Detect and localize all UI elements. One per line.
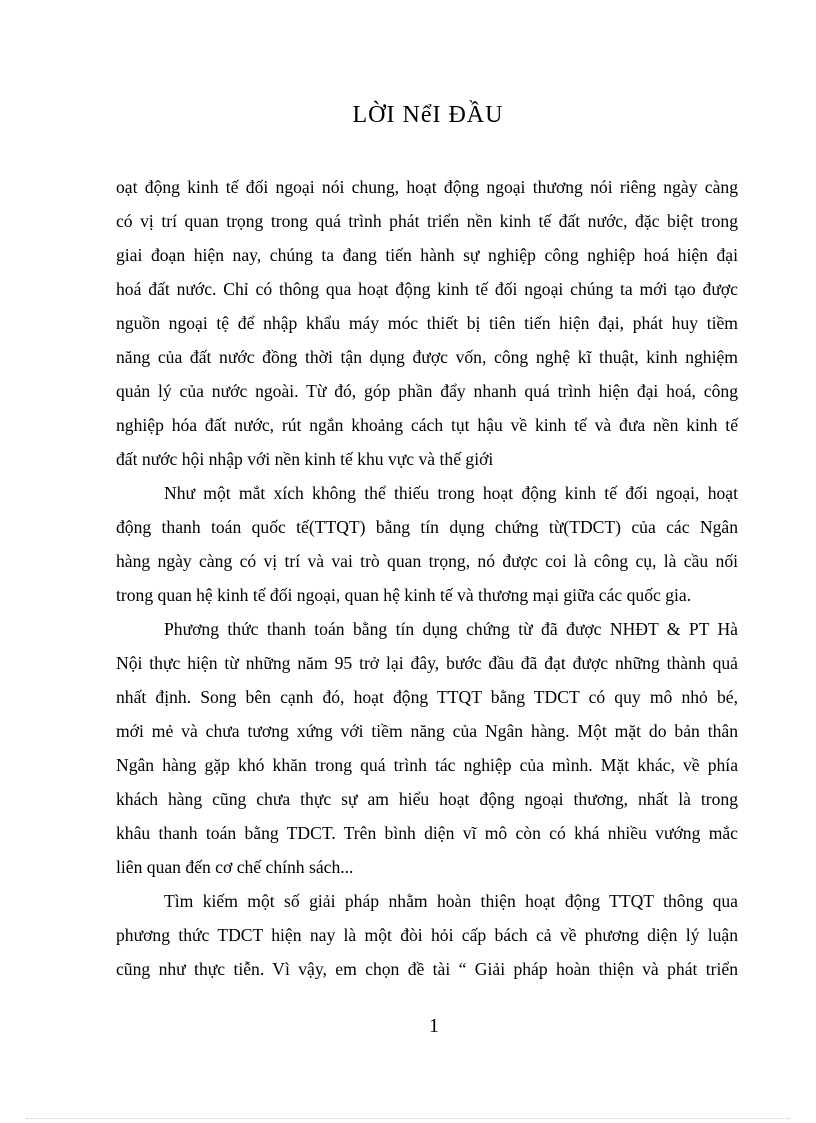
text-line: năng của đất nước đồng thời tận dụng được vốn, công nghệ kĩ thuật, kinh nghiệm xyxy=(116,347,738,367)
text-line: hàng ngày càng có vị trí và vai trò quan trọng, nó được coi là công cụ, là cầu nối xyxy=(116,551,738,571)
text-line: nghiệp hóa đất nước, rút ngắn khoảng cách tụt hậu về kinh tế và đưa nền kinh tế xyxy=(116,415,738,435)
text-line: cũng như thực tiễn. Vì vậy, em chọn đề tài “ Giải pháp hoàn thiện và phát triển xyxy=(116,959,738,979)
text-line: trong quan hệ kinh tế đối ngoại, quan hệ kinh tế và thương mại giữa các quốc gia. xyxy=(116,585,692,605)
text-line: Phương thức thanh toán bằng tín dụng chứng từ đã được NHĐT & PT Hà xyxy=(164,619,738,639)
text-line: oạt động kinh tế đối ngoại nói chung, hoạt động ngoại thương nói riêng ngày càng xyxy=(116,177,738,197)
text-line: nhất định. Song bên cạnh đó, hoạt động TTQT bằng TDCT có quy mô nhỏ bé, xyxy=(116,687,738,707)
document-title: LỜI NểI ĐẦU xyxy=(352,102,504,128)
text-line: nguồn ngoại tệ để nhập khẩu máy móc thiết bị tiên tiến hiện đại, phát huy tiềm xyxy=(116,313,738,333)
text-line: Ngân hàng gặp khó khăn trong quá trình tác nghiệp của mình. Mặt khác, về phía xyxy=(116,755,738,775)
text-line: quản lý của nước ngoài. Từ đó, góp phần đẩy nhanh quá trình hiện đại hoá, công xyxy=(116,381,738,401)
document-body xyxy=(116,170,738,986)
text-line: đất nước hội nhập với nền kinh tế khu vực và thế giới xyxy=(116,449,494,469)
text-line: khách hàng cũng chưa thực sự am hiểu hoạt động ngoại thương, nhất là trong xyxy=(116,789,738,809)
text-line: Tìm kiếm một số giải pháp nhằm hoàn thiện hoạt động TTQT thông qua xyxy=(164,891,738,911)
text-line: Như một mắt xích không thể thiếu trong hoạt động kinh tế đối ngoại, hoạt xyxy=(164,483,738,503)
text-line: liên quan đến cơ chế chính sách... xyxy=(116,857,354,877)
paragraph xyxy=(116,476,738,612)
text-line: có vị trí quan trọng trong quá trình phát triển nền kinh tế đất nước, đặc biệt trong xyxy=(116,211,738,231)
text-line: hoá đất nước. Chỉ có thông qua hoạt động kinh tế đối ngoại chúng ta mới tạo được xyxy=(116,279,738,299)
text-line: Nội thực hiện từ những năm 95 trở lại đây, bước đầu đã đạt được những thành quả xyxy=(116,653,738,673)
text-line: mới mẻ và chưa tương xứng với tiềm năng của Ngân hàng. Một mặt do bản thân xyxy=(116,721,738,741)
text-line: giai đoạn hiện nay, chúng ta đang tiến hành sự nghiệp công nghiệp hoá hiện đại xyxy=(116,245,738,265)
text-line: phương thức TDCT hiện nay là một đòi hỏi cấp bách cả về phương diện lý luận xyxy=(116,925,738,945)
text-line: khâu thanh toán bằng TDCT. Trên bình diện vĩ mô còn có khá nhiều vướng mắc xyxy=(116,823,738,843)
paragraph xyxy=(116,612,738,884)
paragraph xyxy=(116,170,738,476)
page-number: 1 xyxy=(429,1015,439,1037)
paragraph xyxy=(116,884,738,986)
text-line: động thanh toán quốc tế(TTQT) bằng tín dụng chứng từ(TDCT) của các Ngân xyxy=(116,517,738,537)
footer-divider xyxy=(26,1118,790,1119)
